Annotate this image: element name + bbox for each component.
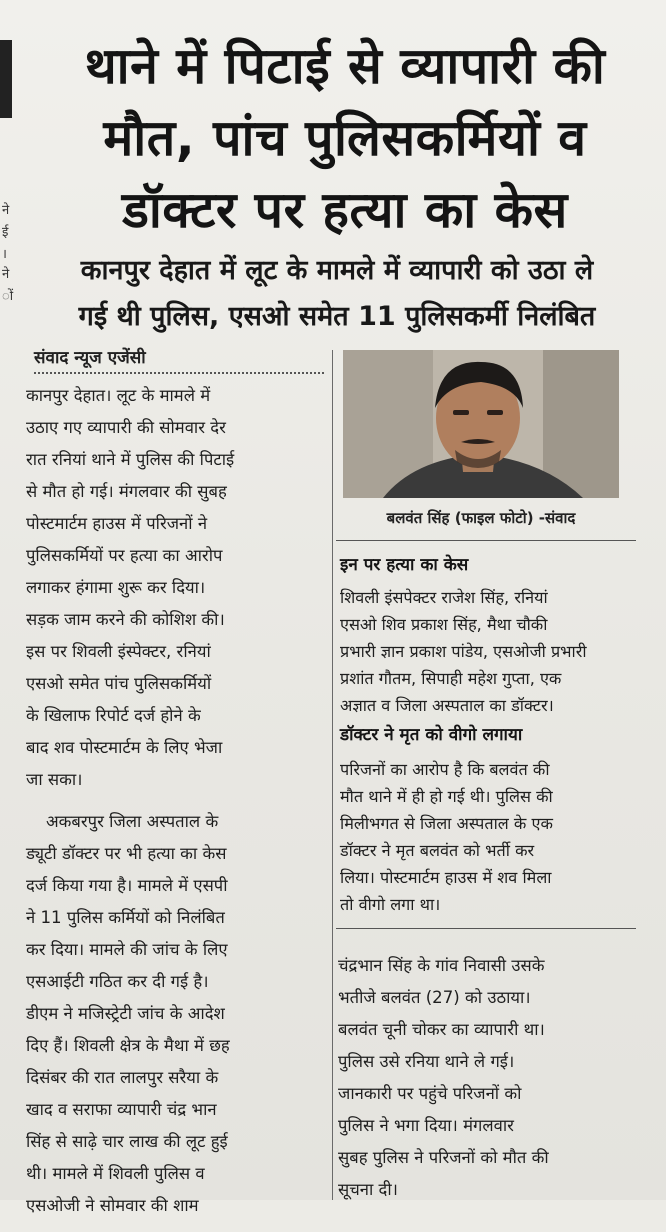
text-line: दिसंबर की रात लालपुर सरैया के xyxy=(26,1068,219,1087)
text-line: मिलीभगत से जिला अस्पताल के एक xyxy=(340,814,553,833)
text-line: मौत थाने में ही हो गई थी। पुलिस की xyxy=(340,787,553,806)
text-line: जानकारी पर पहुंचे परिजनों को xyxy=(338,1084,522,1103)
text-line: पुलिसकर्मियों पर हत्या का आरोप xyxy=(26,546,223,565)
text-line: ड्यूटी डॉक्टर पर भी हत्या का केस xyxy=(26,844,227,863)
text-line: से मौत हो गई। मंगलवार की सुबह xyxy=(26,482,227,501)
edge-fragment: ई xyxy=(2,225,9,240)
text-line: दिए हैं। शिवली क्षेत्र के मैथा में छह xyxy=(26,1036,230,1055)
edge-black-bar xyxy=(0,40,12,118)
edge-fragment: । xyxy=(2,247,7,262)
text-line: सिंह से साढ़े चार लाख की लूट हुई xyxy=(26,1132,228,1151)
text-line: पुलिस उसे रनिया थाने ले गई। xyxy=(338,1052,515,1071)
column-divider xyxy=(332,350,333,1200)
text-line: कानपुर देहात। लूट के मामले में xyxy=(26,386,211,405)
text-line: बाद शव पोस्टमार्टम के लिए भेजा xyxy=(26,738,223,757)
text-line: एसओजी ने सोमवार की शाम xyxy=(26,1196,199,1215)
text-line: कर दिया। मामले की जांच के लिए xyxy=(26,940,228,959)
text-line: उठाए गए व्यापारी की सोमवार देर xyxy=(26,418,226,437)
text-line: एसओ समेत पांच पुलिसकर्मियों xyxy=(26,674,212,693)
text-line: पोस्टमार्टम हाउस में परिजनों ने xyxy=(26,514,208,533)
text-line: पुलिस ने भगा दिया। मंगलवार xyxy=(338,1116,514,1135)
text-line: इस पर शिवली इंस्पेक्टर, रनियां xyxy=(26,642,211,661)
text-line: सुबह पुलिस ने परिजनों को मौत की xyxy=(338,1148,549,1167)
text-line: परिजनों का आरोप है कि बलवंत की xyxy=(340,760,550,779)
headline-line: थाने में पिटाई से व्यापारी की xyxy=(84,37,606,95)
byline: संवाद न्यूज एजेंसी xyxy=(34,348,146,368)
headline xyxy=(40,30,650,246)
adjacent-column-edge xyxy=(0,0,18,1200)
text-line: लिया। पोस्टमार्टम हाउस में शव मिला xyxy=(340,868,552,887)
edge-fragment: ों xyxy=(2,289,14,304)
text-line: प्रभारी ज्ञान प्रकाश पांडेय, एसओजी प्रभारी xyxy=(340,642,587,661)
portrait-illustration xyxy=(343,350,619,498)
text-line: सड़क जाम करने की कोशिश की। xyxy=(26,610,225,629)
headline-line: मौत, पांच पुलिसकर्मियों व xyxy=(103,109,587,167)
text-line: ने 11 पुलिस कर्मियों को निलंबित xyxy=(26,908,225,927)
text-line: तो वीगो लगा था। xyxy=(340,895,441,914)
text-line: चंद्रभान सिंह के गांव निवासी उसके xyxy=(338,956,545,975)
portrait-photo xyxy=(343,350,619,498)
subhead-line: गई थी पुलिस, एसओ समेत 11 पुलिसकर्मी निलंबित xyxy=(78,301,596,332)
subheadline xyxy=(22,248,652,340)
box1-body xyxy=(340,584,630,719)
article-right-continuation xyxy=(338,950,630,1206)
text-line: जा सका। xyxy=(26,770,83,789)
headline-line: डॉक्टर पर हत्या का केस xyxy=(122,181,568,239)
text-line: डीएम ने मजिस्ट्रेटी जांच के आदेश xyxy=(26,1004,225,1023)
box2-heading: डॉक्टर ने मृत को वीगो लगाया xyxy=(340,725,523,745)
text-line: बलवंत चूनी चोकर का व्यापारी था। xyxy=(338,1020,545,1039)
text-line: अकबरपुर जिला अस्पताल के xyxy=(46,812,219,831)
subhead-line: कानपुर देहात में लूट के मामले में व्यापारी को उठा ले xyxy=(80,255,594,286)
text-line: सूचना दी। xyxy=(338,1180,398,1199)
edge-fragment: ने xyxy=(2,203,10,218)
text-line: खाद व सराफा व्यापारी चंद्र भान xyxy=(26,1100,217,1119)
text-line: एसआईटी गठित कर दी गई है। xyxy=(26,972,209,991)
article-paragraph-1 xyxy=(26,380,326,796)
text-line: एसओ शिव प्रकाश सिंह, मैथा चौकी xyxy=(340,615,548,634)
photo-caption: बलवंत सिंह (फाइल फोटो) -संवाद xyxy=(386,509,576,527)
text-line: डॉक्टर ने मृत बलवंत को भर्ती कर xyxy=(340,841,535,860)
text-line: लगाकर हंगामा शुरू कर दिया। xyxy=(26,578,206,597)
text-line: के खिलाफ रिपोर्ट दर्ज होने के xyxy=(26,706,201,725)
text-line: थी। मामले में शिवली पुलिस व xyxy=(26,1164,205,1183)
article-left-column xyxy=(26,380,326,1232)
box2-body xyxy=(340,756,630,918)
box1-heading: इन पर हत्या का केस xyxy=(340,555,469,575)
text-line: प्रशांत गौतम, सिपाही महेश गुप्ता, एक xyxy=(340,669,562,688)
text-line: अज्ञात व जिला अस्पताल का डॉक्टर। xyxy=(340,696,554,715)
edge-fragment: ने xyxy=(2,267,10,282)
text-line: दर्ज किया गया है। मामले में एसपी xyxy=(26,876,228,895)
article-paragraph-2 xyxy=(26,806,326,1222)
text-line: भतीजे बलवंत (27) को उठाया। xyxy=(338,988,531,1007)
section-divider xyxy=(336,540,636,541)
section-divider xyxy=(336,928,636,929)
byline-divider xyxy=(34,372,324,374)
text-line: रात रनियां थाने में पुलिस की पिटाई xyxy=(26,450,235,469)
text-line: शिवली इंसपेक्टर राजेश सिंह, रनियां xyxy=(340,588,548,607)
